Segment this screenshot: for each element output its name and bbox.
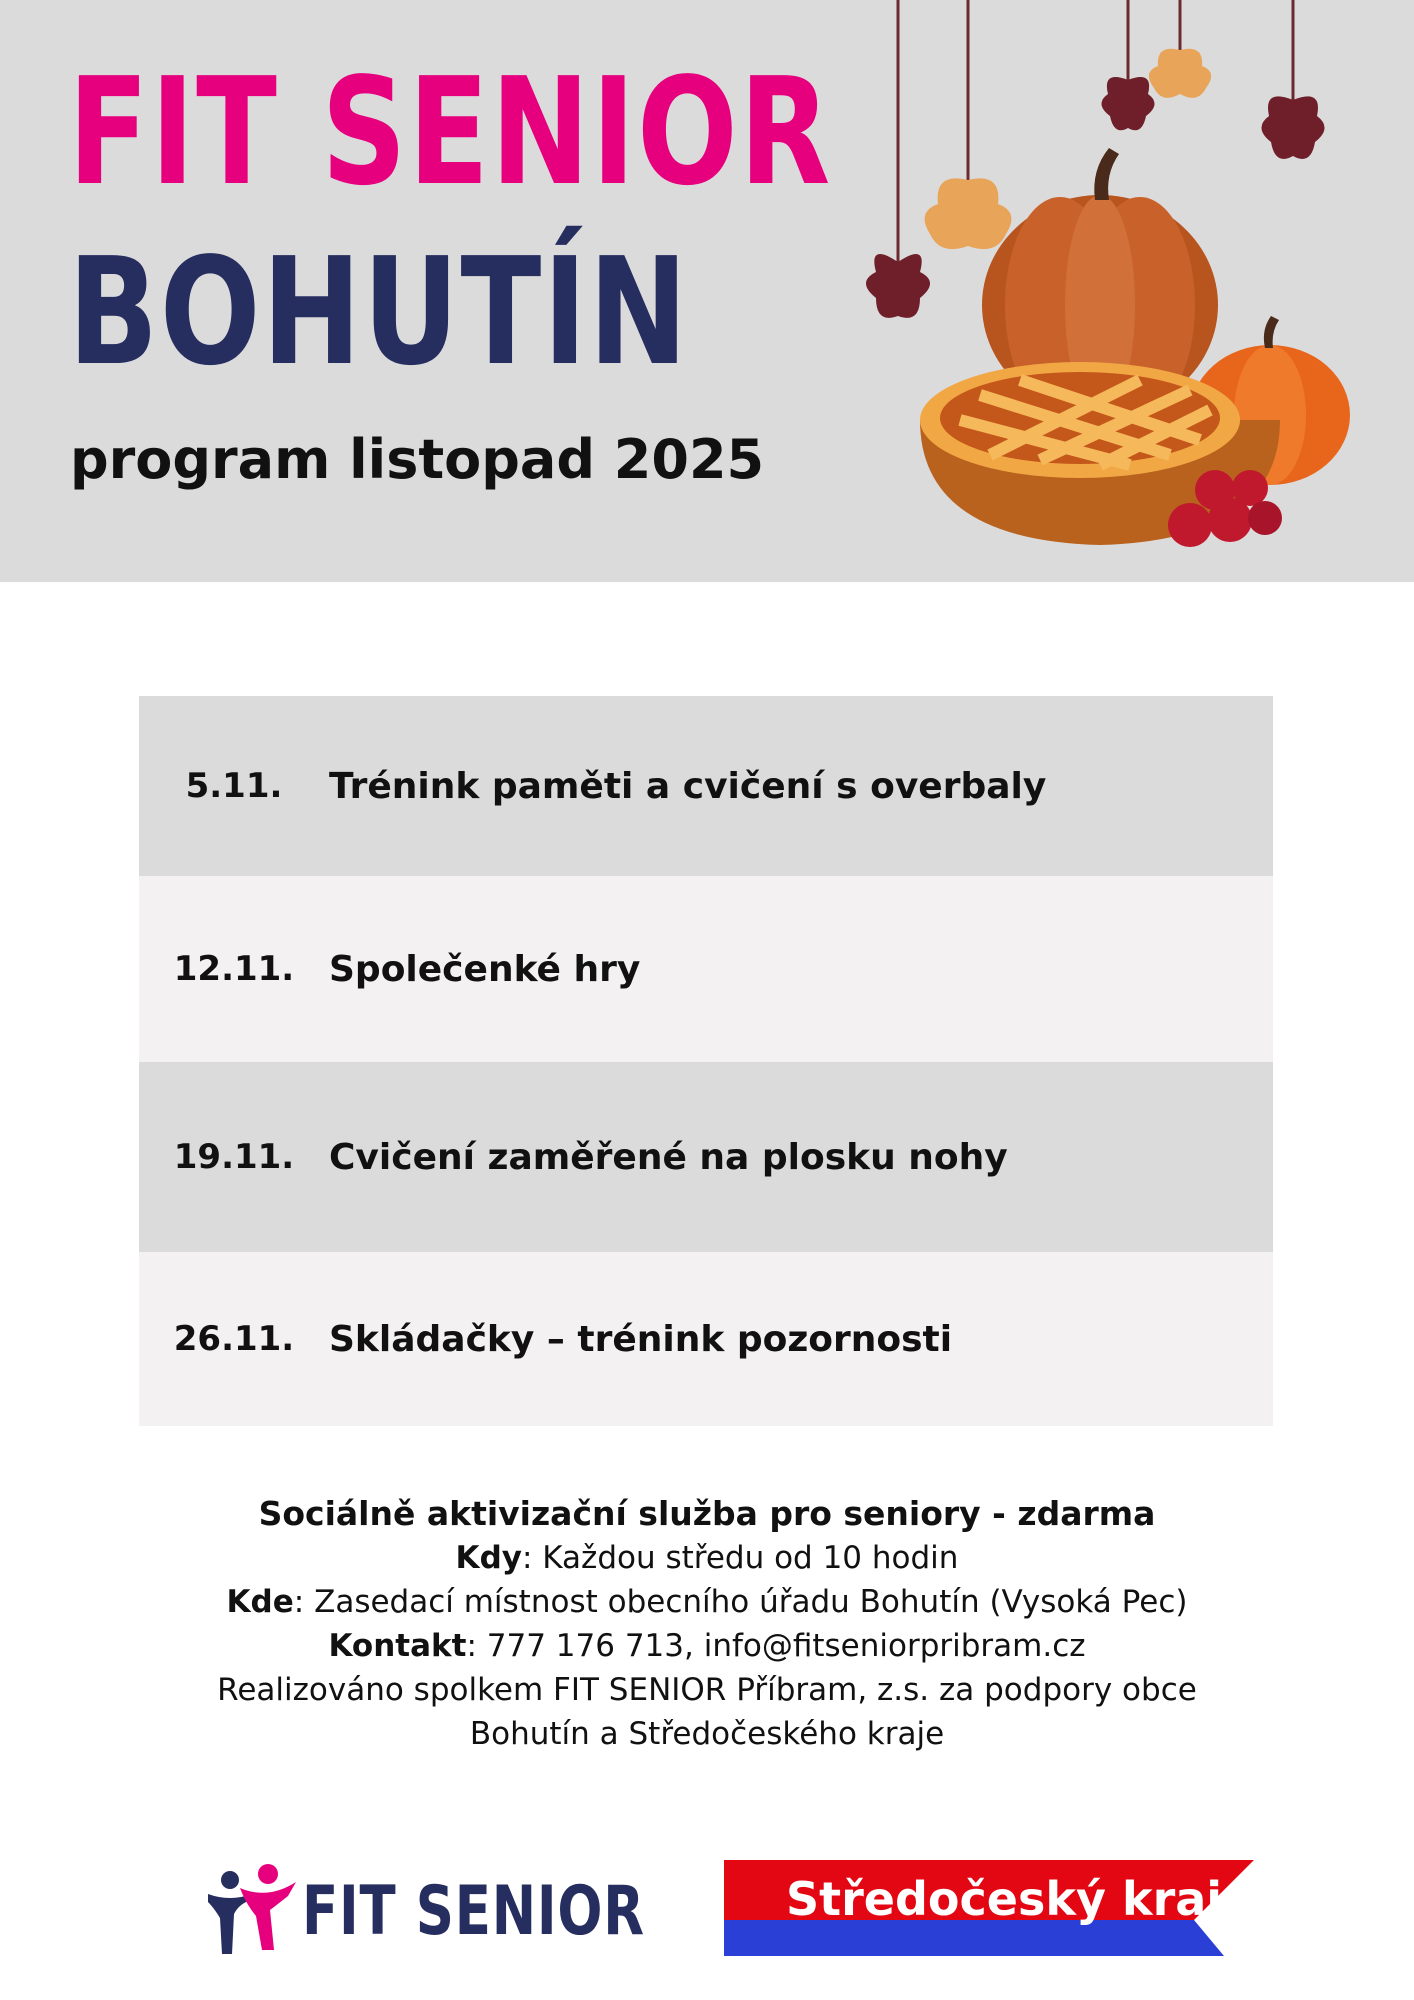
fit-senior-logo-text: FIT SENIOR xyxy=(302,1872,645,1951)
schedule-row xyxy=(139,696,1273,876)
service-headline-bold: Sociálně aktivizační služba pro seniory xyxy=(258,1494,981,1533)
schedule-row xyxy=(139,876,1273,1062)
where-value: : Zasedací místnost obecního úřadu Bohutín (Vysoká Pec) xyxy=(293,1584,1188,1620)
schedule-activity: Společenké hry xyxy=(329,948,641,990)
subtitle: program listopad 2025 xyxy=(70,428,765,491)
schedule-activity: Skládačky – trénink pozornosti xyxy=(329,1318,953,1360)
service-headline xyxy=(0,1492,1414,1536)
schedule-date: 12.11. xyxy=(173,949,295,989)
schedule-activity: Cvičení zaměřené na plosku nohy xyxy=(329,1136,1008,1178)
when-label: Kdy xyxy=(455,1540,522,1576)
credit-line-2: Bohutín a Středočeského kraje xyxy=(469,1716,945,1752)
schedule-row xyxy=(139,1252,1273,1426)
contact-label: Kontakt xyxy=(328,1628,467,1664)
contact-value: : 777 176 713, info@fitseniorpribram.cz xyxy=(466,1628,1086,1664)
title-bohutin: BOHUTÍN xyxy=(68,226,690,398)
schedule-activity: Trénink paměti a cvičení s overbaly xyxy=(329,765,1047,807)
service-headline-rest: - zdarma xyxy=(980,1494,1156,1533)
schedule-date: 26.11. xyxy=(173,1319,295,1359)
schedule-row xyxy=(139,1062,1273,1252)
when-line xyxy=(0,1536,1414,1580)
credit-line-1: Realizováno spolkem FIT SENIOR Příbram, z.s. za podpory obce xyxy=(217,1672,1197,1708)
autumn-pumpkin-pie-icon xyxy=(840,0,1360,560)
schedule-date: 5.11. xyxy=(185,766,283,806)
stredocesky-kraj-logo-text: Středočeský kraj xyxy=(786,1872,1223,1926)
schedule-table xyxy=(139,696,1273,1426)
title-fit-senior: FIT SENIOR xyxy=(68,46,833,218)
contact-line xyxy=(0,1624,1414,1668)
header-banner xyxy=(0,0,1414,582)
schedule-date: 19.11. xyxy=(173,1137,295,1177)
where-line xyxy=(0,1580,1414,1624)
when-value: : Každou středu od 10 hodin xyxy=(521,1540,959,1576)
where-label: Kde xyxy=(226,1584,294,1620)
info-block xyxy=(0,1492,1414,1756)
